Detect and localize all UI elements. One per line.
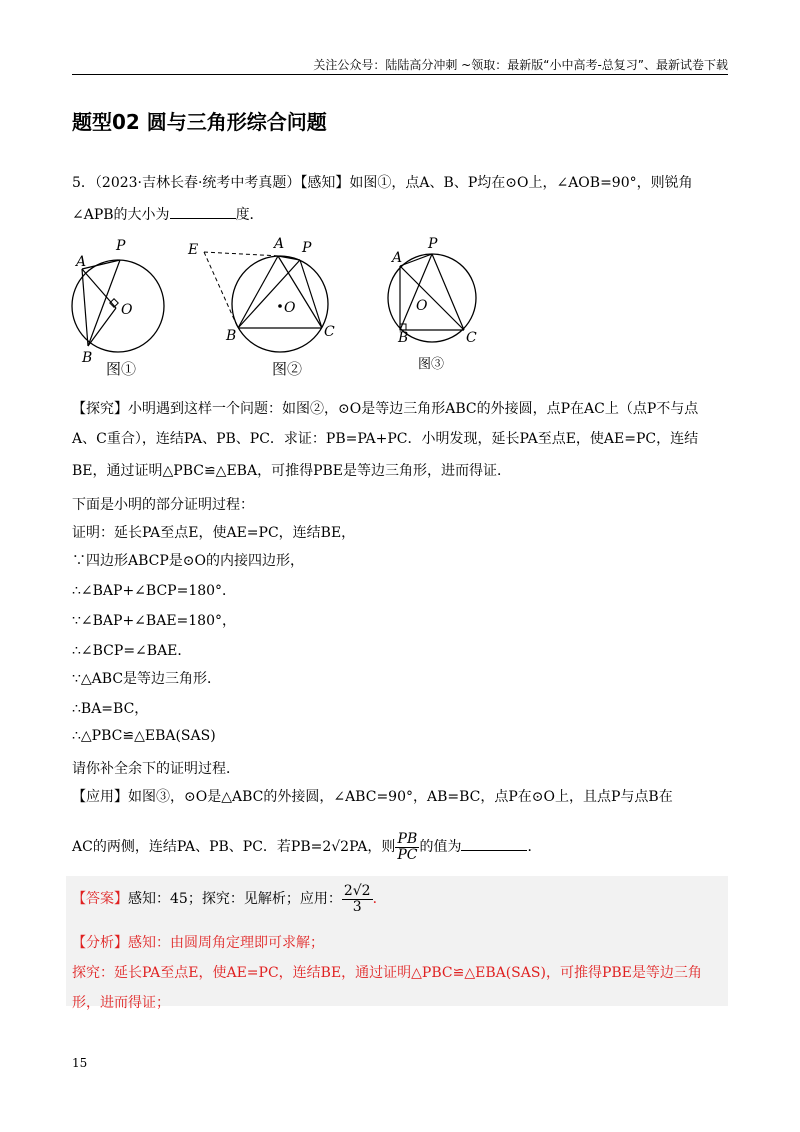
fig2-label-O: O <box>284 300 296 316</box>
fraction-denominator: PC <box>397 846 418 863</box>
fig2-label-B: B <box>226 328 237 344</box>
fig3-label-B: B <box>398 330 409 346</box>
fig2-label-A: A <box>274 236 285 252</box>
fig1-caption: 图① <box>106 360 137 376</box>
fig3-caption: 图③ <box>418 357 445 372</box>
proof-line-6: ∵△ABC是等边三角形． <box>72 671 222 687</box>
fig3-label-C: C <box>466 330 477 346</box>
fig1-label-O: O <box>121 302 133 318</box>
answer-text: 感知：45；探究：见解析；应用： <box>128 891 342 908</box>
fig2-label-C: C <box>324 324 335 340</box>
figure-1 <box>72 238 164 376</box>
header-rule <box>72 74 728 75</box>
answer-frac-num: 2√2 <box>343 883 371 899</box>
explore-line-3: BE，通过证明△PBC≌△EBA，可推得PBE是等边三角形，进而得证． <box>72 463 511 479</box>
proof-line-5: ∴∠BCP=∠BAE． <box>72 643 192 659</box>
apply-line-2-end: ． <box>527 839 542 856</box>
proof-line-8: ∴△PBC≌△EBA(SAS) <box>72 728 216 744</box>
fraction-numerator: PB <box>395 832 419 848</box>
analysis-text-1: 感知：由圆周角定理即可求解； <box>128 935 324 951</box>
proof-line-1: 证明：延长PA至点E，使AE=PC，连结BE， <box>72 525 356 541</box>
figure-2 <box>187 236 335 376</box>
answer-fraction <box>342 884 373 914</box>
apply-line-2-mid: 的值为 <box>419 839 462 856</box>
fig1-label-B: B <box>82 350 93 366</box>
apply-line-2 <box>72 832 541 862</box>
fig3-label-P: P <box>428 236 438 252</box>
fraction-pb-pc <box>395 832 419 862</box>
proof-line-4: ∵∠BAP+∠BAE=180°， <box>72 613 236 629</box>
proof-line-2: ∵四边形ABCP是⊙O的内接四边形， <box>72 553 304 569</box>
analysis-label: 【分析】 <box>72 935 128 951</box>
analysis-line-1 <box>72 932 324 952</box>
problem-line-2-end: 度． <box>235 207 264 223</box>
fig2-circle <box>232 256 328 352</box>
explore-line-1: 【探究】小明遇到这样一个问题：如图②，⊙O是等边三角形ABC的外接圆，点P在AC上（点P不与点 <box>72 401 699 417</box>
section-title: 题型02 圆与三角形综合问题 <box>72 110 327 134</box>
fig1-label-P: P <box>116 238 126 254</box>
proof-line-3: ∴∠BAP+∠BCP=180°． <box>72 583 237 599</box>
fig3-label-O: O <box>416 298 428 314</box>
figure-3 <box>388 236 477 372</box>
fig2-caption: 图② <box>272 360 303 376</box>
problem-line-2-text: ∠APB的大小为 <box>72 207 170 223</box>
answer-blank-1 <box>170 204 236 219</box>
page-number: 15 <box>72 1056 88 1070</box>
fig3-label-A: A <box>392 250 403 266</box>
answer-blank-2 <box>461 836 527 851</box>
fig1-label-A: A <box>76 254 87 270</box>
complete-proof-instruction: 请你补全余下的证明过程． <box>72 761 240 777</box>
problem-line-2 <box>72 204 264 224</box>
analysis-line-2: 探究：延长PA至点E，使AE=PC，连结BE，通过证明△PBC≌△EBA(SAS)，可推得PBE是等边三角 <box>72 965 702 981</box>
proof-line-7: ∴BA=BC， <box>72 701 149 717</box>
apply-line-1: 【应用】如图③，⊙O是△ABC的外接圆，∠ABC=90°，AB=BC，点P在⊙O上，且点P与点B在 <box>72 789 673 805</box>
answer-frac-den: 3 <box>352 898 362 915</box>
apply-line-2-text: AC的两侧，连结PA、PB、PC．若PB=2√2PA，则 <box>72 839 396 856</box>
fig2-label-P: P <box>302 240 312 256</box>
answer-end: ． <box>372 891 387 908</box>
analysis-line-3: 形，进而得证； <box>72 995 170 1011</box>
page-header: 关注公众号：陆陆高分冲刺 ~领取：最新版“小中高考-总复习”、最新试卷下载 <box>313 58 728 72</box>
answer-label: 【答案】 <box>72 891 128 908</box>
geometry-figures <box>66 236 486 376</box>
explore-line-2: A、C重合），连结PA、PB、PC．求证：PB=PA+PC．小明发现，延长PA至点E，使AE=PC，连结 <box>72 431 699 447</box>
problem-line-1: 5．（2023·吉林长春·统考中考真题）【感知】如图①，点A、B、P均在⊙O上，∠AOB=90°，则锐角 <box>72 175 693 191</box>
answer-line <box>72 884 387 914</box>
proof-intro: 下面是小明的部分证明过程： <box>72 497 254 513</box>
fig2-label-E: E <box>188 242 199 258</box>
